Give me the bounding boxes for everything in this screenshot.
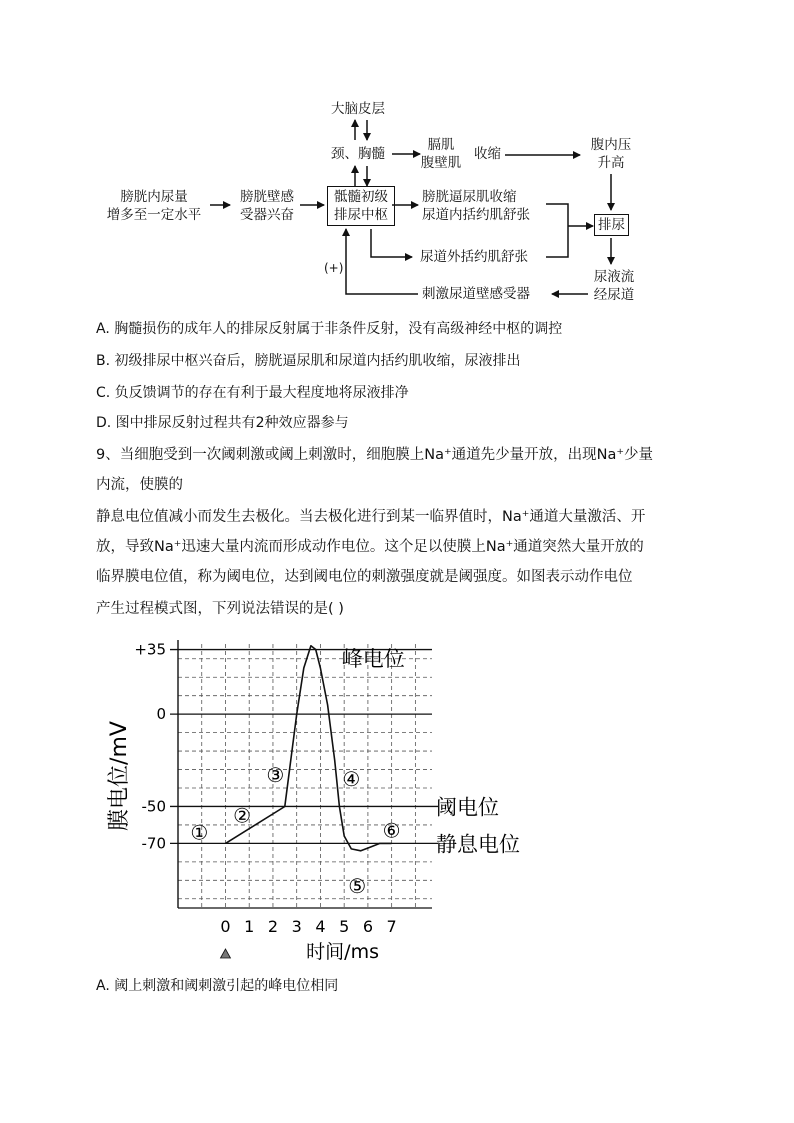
node-receptor-line2: 受器兴奋 [240, 207, 294, 223]
x-tick-label: 6 [362, 917, 374, 936]
phase-marker-6: ⑥ [382, 818, 401, 843]
feedback-plus-label: (+) [324, 261, 344, 275]
phase-marker-4: ④ [342, 766, 361, 791]
q9-line-3: 静息电位值减小而发生去极化。当去极化进行到某一临界值时，Na⁺通道大量激活、开 [96, 509, 646, 525]
node-detrusor [422, 188, 530, 224]
phase-marker-3: ③ [266, 763, 285, 788]
chart-grid [178, 640, 432, 908]
node-urine-flow-line1: 尿液流 [593, 269, 635, 285]
x-axis-label: 时间/ms [306, 941, 379, 963]
x-tick-label: 1 [244, 917, 255, 936]
action-potential-chart [90, 630, 550, 970]
x-tick-label: 0 [220, 917, 231, 936]
node-urine-flow [588, 268, 640, 304]
node-bladder-line1: 膀胱内尿量 [120, 189, 188, 205]
x-tick-label: 5 [339, 917, 350, 936]
node-contract: 收缩 [474, 146, 501, 162]
x-tick-label: 7 [386, 917, 397, 936]
node-muscle-line1: 膈肌 [427, 137, 455, 153]
node-center-line1: 骶髓初级 [334, 189, 388, 205]
node-bladder-line2: 增多至一定水平 [106, 207, 202, 223]
node-receptor [234, 188, 300, 224]
node-urination: 排尿 [594, 214, 629, 236]
q8-option-d: D. 图中排尿反射过程共有2种效应器参与 [96, 415, 349, 431]
node-neck-spinal: 颈、胸髓 [331, 146, 385, 162]
x-tick-label: 2 [267, 917, 279, 936]
arrow-center-to-external [371, 229, 412, 257]
node-receptor-line1: 膀胱壁感 [240, 189, 294, 205]
threshold-label: 阈电位 [436, 795, 499, 820]
node-bladder [98, 188, 210, 224]
bracket-to-urination [546, 204, 568, 257]
node-detrusor-line1: 膀胱逼尿肌收缩 [422, 189, 517, 205]
node-center-line2: 排尿中枢 [334, 207, 388, 223]
phase-marker-1: ① [190, 820, 209, 845]
flowchart-arrows [0, 0, 794, 320]
y-tick-label: +35 [134, 640, 166, 659]
node-urine-flow-line2: 经尿道 [593, 287, 635, 303]
node-stimulate-wall: 刺激尿道壁感受器 [422, 286, 530, 302]
q9-line-1: 9、当细胞受到一次阈刺激或阈上刺激时，细胞膜上Na⁺通道先少量开放，出现Na⁺少量 [96, 447, 653, 463]
peak-label: 峰电位 [341, 646, 405, 671]
phase-marker-5: ⑤ [348, 873, 367, 898]
node-muscle-line2: 腹壁肌 [420, 155, 462, 171]
stimulus-marker-icon [220, 949, 230, 958]
node-external-sphincter: 尿道外括约肌舒张 [420, 249, 528, 265]
phase-marker-2: ② [233, 803, 252, 828]
q9-option-a: A. 阈上刺激和阈刺激引起的峰电位相同 [96, 978, 339, 994]
q9-line-5: 临界膜电位值，称为阈电位，达到阈电位的刺激强度就是阈强度。如图表示动作电位 [96, 569, 633, 585]
node-detrusor-line2: 尿道内括约肌舒张 [422, 207, 530, 223]
q9-line-2: 内流，使膜的 [96, 477, 183, 493]
y-tick-label: -70 [141, 834, 166, 853]
q8-option-b: B. 初级排尿中枢兴奋后，膀胱逼尿肌和尿道内括约肌收缩，尿液排出 [96, 353, 521, 369]
resting-label: 静息电位 [436, 832, 520, 857]
y-tick-label: -50 [141, 797, 166, 816]
chart-labels [107, 647, 520, 963]
x-tick-label: 3 [291, 917, 302, 936]
q9-line-4: 放，导致Na⁺迅速大量内流而形成动作电位。这个足以使膜上Na⁺通道突然大量开放的 [96, 539, 644, 555]
node-pressure-line2: 升高 [597, 155, 625, 171]
node-cortex: 大脑皮层 [331, 101, 385, 117]
x-tick-label: 4 [315, 917, 326, 936]
chart-ticks [134, 641, 396, 958]
chart-reference-lines [170, 650, 438, 844]
node-center [327, 186, 395, 226]
y-axis-label: 膜电位/mV [107, 721, 132, 831]
q8-option-c: C. 负反馈调节的存在有利于最大程度地将尿液排净 [96, 385, 409, 401]
y-tick-label: 0 [156, 705, 166, 724]
arrow-feedback-to-center [346, 229, 418, 294]
q9-line-6: 产生过程模式图，下列说法错误的是( ) [96, 601, 344, 617]
node-muscle [420, 136, 462, 172]
node-pressure-line1: 腹内压 [590, 137, 632, 153]
node-pressure [588, 136, 634, 172]
q8-option-a: A. 胸髓损伤的成年人的排尿反射属于非条件反射，没有高级神经中枢的调控 [96, 321, 563, 337]
